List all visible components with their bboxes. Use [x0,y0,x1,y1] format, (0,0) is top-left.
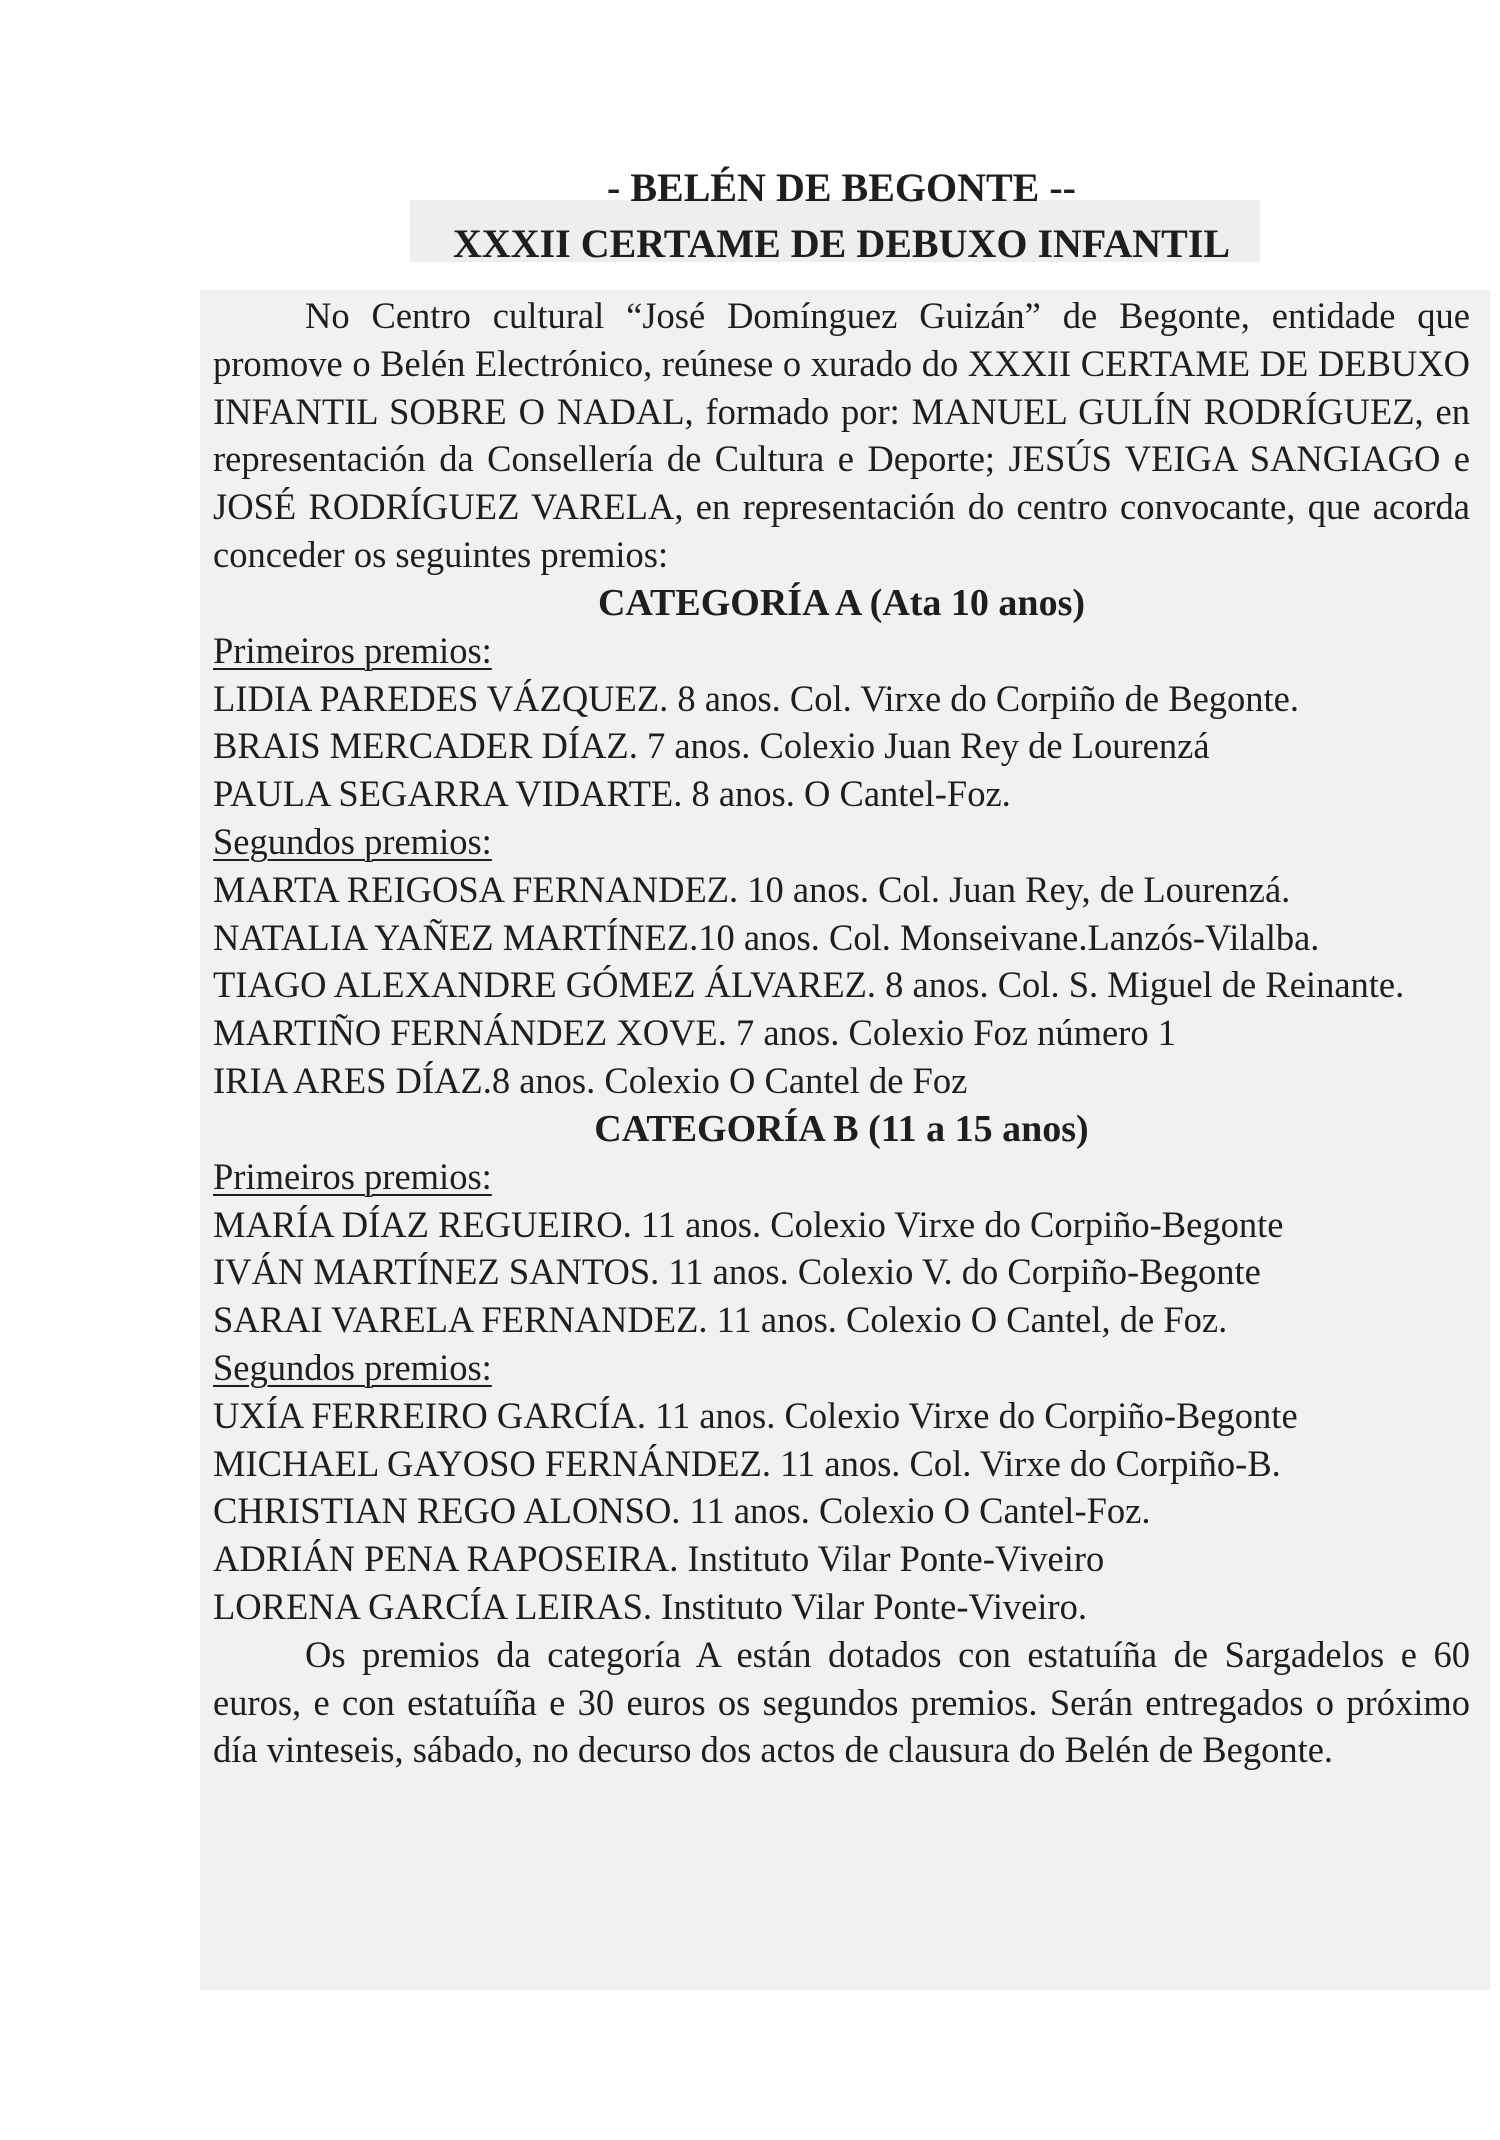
category-a-first-label: Primeiros premios: [213,629,492,671]
title-block [213,160,1470,272]
category-a-second-label: Segundos premios: [213,820,492,862]
title-line-2: XXXII CERTAME DE DEBUXO INFANTIL [452,221,1231,266]
document-page [213,160,1470,1774]
category-b-first-entry: MARÍA DÍAZ REGUEIRO. 11 anos. Colexio Virxe do Corpiño-Begonte [213,1203,1284,1245]
category-a-first-entry: LIDIA PAREDES VÁZQUEZ. 8 anos. Col. Virxe do Corpiño de Begonte. [213,677,1299,719]
closing-paragraph: Os premios da categoría A están dotados con estatuíña de Sargadelos e 60 euros, e con estatuíña e 30 euros os segundos premios. Serán entregados o próximo día vinteseis, sábado, no decurso dos actos de clausura do Belén de Begonte. [213,1633,1470,1771]
category-b-second-entry: CHRISTIAN REGO ALONSO. 11 anos. Colexio O Cantel-Foz. [213,1490,1151,1532]
category-a-second-entry: IRIA ARES DÍAZ.8 anos. Colexio O Cantel de Foz [213,1059,968,1101]
category-b-first-entry: SARAI VARELA FERNANDEZ. 11 anos. Colexio O Cantel, de Foz. [213,1299,1228,1341]
category-b-first-entry: IVÁN MARTÍNEZ SANTOS. 11 anos. Colexio V. do Corpiño-Begonte [213,1251,1261,1293]
category-a-first-entry: BRAIS MERCADER DÍAZ. 7 anos. Colexio Juan Rey de Lourenzá [213,725,1210,767]
category-a-first-entry: PAULA SEGARRA VIDARTE. 8 anos. O Cantel-Foz. [213,773,1011,815]
category-a-heading: CATEGORÍA A (Ata 10 anos) [597,581,1086,624]
category-b-second-entry: ADRIÁN PENA RAPOSEIRA. Instituto Vilar Ponte-Viveiro [213,1538,1105,1580]
category-b-first-label: Primeiros premios: [213,1155,492,1197]
category-b-second-entry: MICHAEL GAYOSO FERNÁNDEZ. 11 anos. Col. Virxe do Corpiño-B. [213,1442,1281,1484]
category-a-second-entry: MARTA REIGOSA FERNANDEZ. 10 anos. Col. Juan Rey, de Lourenzá. [213,868,1291,910]
category-a-second-entry: TIAGO ALEXANDRE GÓMEZ ÁLVAREZ. 8 anos. Col. S. Miguel de Reinante. [213,964,1405,1006]
intro-paragraph: No Centro cultural “José Domínguez Guizán” de Begonte, entidade que promove o Belén Electrónico, reúnese o xurado do XXXII CERTAME DE DEBUXO INFANTIL SOBRE O NADAL, formado por: MANUEL GULÍN RODRÍGUEZ, en representación da Consellería de Cultura e Deporte; JESÚS VEIGA SANGIAGO e JOSÉ RODRÍGUEZ VARELA, en representación do centro convocante, que acorda conceder os seguintes premios: [213,295,1470,575]
category-a-second-entry: NATALIA YAÑEZ MARTÍNEZ.10 anos. Col. Monseivane.Lanzós-Vilalba. [213,916,1320,958]
category-b-second-label: Segundos premios: [213,1346,492,1388]
title-line-1: - BELÉN DE BEGONTE -- [607,165,1076,210]
category-b-second-entry: LORENA GARCÍA LEIRAS. Instituto Vilar Ponte-Viveiro. [213,1585,1087,1627]
category-a-second-entry: MARTIÑO FERNÁNDEZ XOVE. 7 anos. Colexio Foz número 1 [213,1012,1176,1054]
category-b-second-entry: UXÍA FERREIRO GARCÍA. 11 anos. Colexio Virxe do Corpiño-Begonte [213,1394,1298,1436]
category-b-heading: CATEGORÍA B (11 a 15 anos) [594,1107,1089,1150]
